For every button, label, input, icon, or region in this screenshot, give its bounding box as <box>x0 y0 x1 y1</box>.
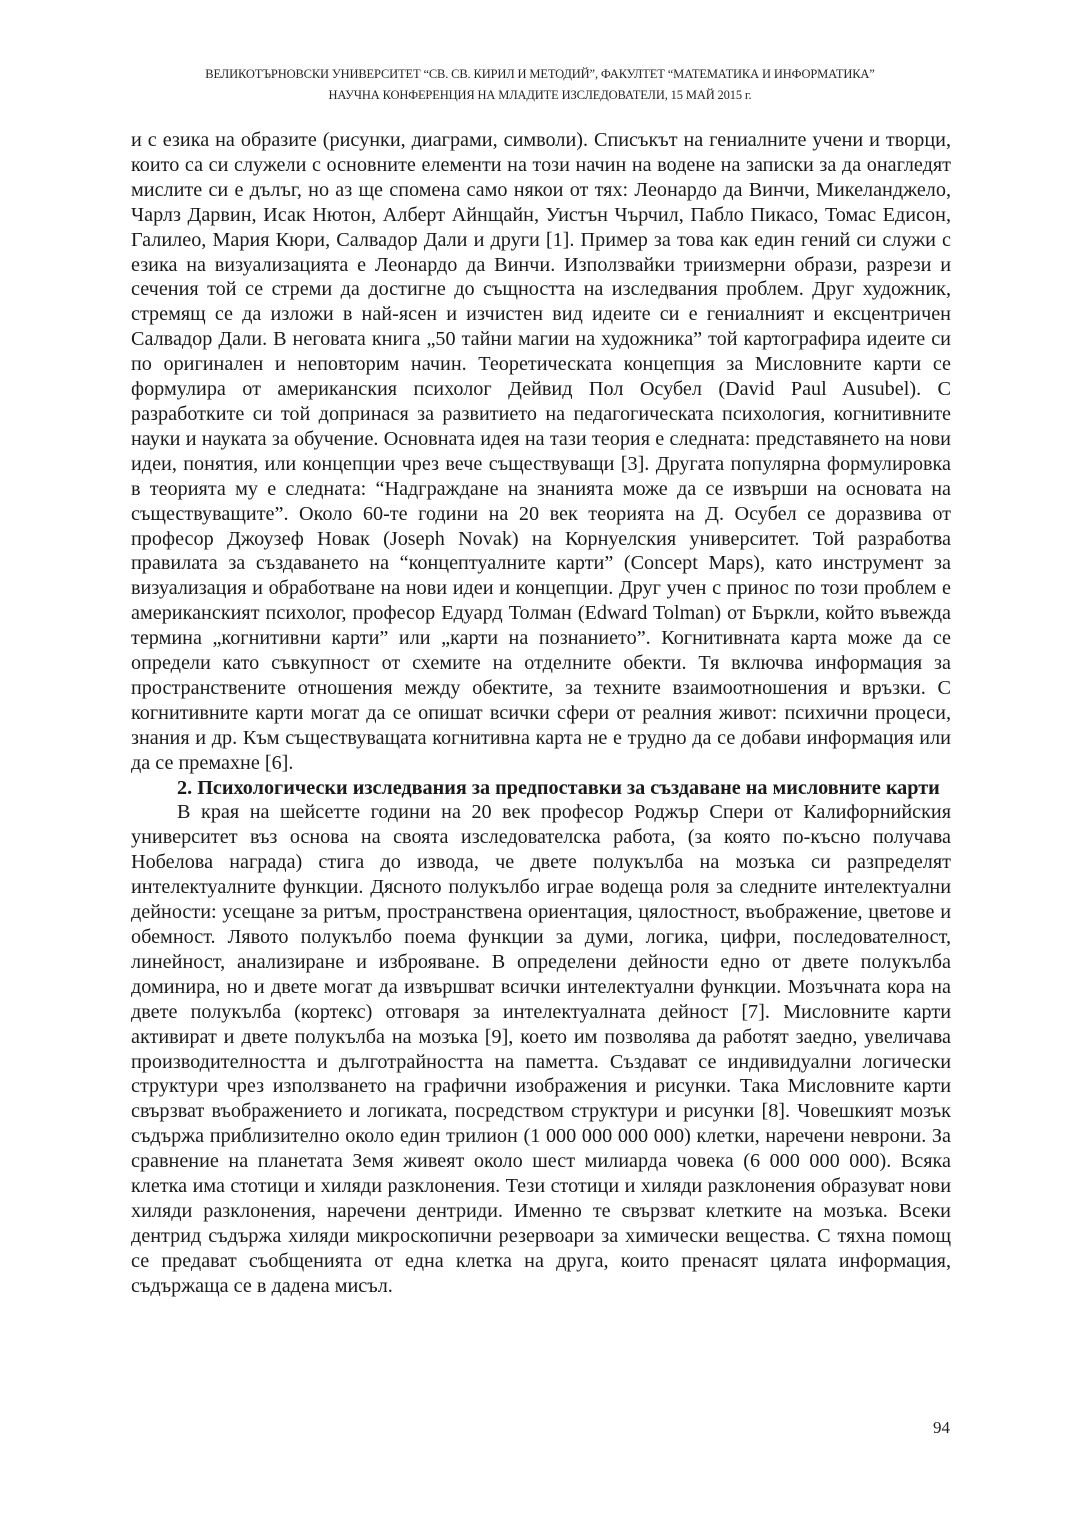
running-header <box>120 64 960 106</box>
body-text <box>131 128 951 1299</box>
paragraph-1: и с езика на образите (рисунки, диаграми, символи). Списъкът на гениалните учени и творци, които са си служели с основните елементи на този начин на водене на записки за да онагледят мислите си е дълъг, но аз ще спомена само някои от тях: Леонардо да Винчи, Микеланджело, Чарлз Дарвин, Исак Нютон, Алберт Айнщайн, Уистън Чърчил, Пабло Пикасо, Томас Едисон, Галилео, Мария Кюри, Салвадор Дали и други [1]. Пример за това как един гений си служи с езика на визуализацията е Леонардо да Винчи. Използвайки триизмерни образи, разрези и сечения той се стреми да достигне до същността на изследвания проблем. Друг художник, стремящ се да изложи в най-ясен и изчистен вид идеите си е гениалният и ексцентричен Салвадор Дали. В неговата книга „50 тайни магии на художника” той картографира идеите си по оригинален и неповторим начин. Теоретическата концепция за Мисловните карти се формулира от американския психолог Дейвид Пол Осубел (David Paul Ausubel). С разработките си той допринася за развитието на педагогическата психология, когнитивните науки и науката за обучение. Основната идея на тази теория е следната: представянето на нови идеи, понятия, или концепции чрез вече съществуващи [3]. Другата популярна формулировка в теорията му е следната: “Надграждане на знанията може да се извърши на основата на съществуващите”. Около 60-те години на 20 век теорията на Д. Осубел се доразвива от професор Джоузеф Новак (Joseph Novak) на Корнуелския университет. Той разработва правилата за създаването на “концептуалните карти” (Concept Maps), като инструмент за визуализация и обработване на нови идеи и концепции. Друг учен с принос по този проблем е американският психолог, професор Едуард Толман (Edward Tolman) от Бъркли, който въвежда термина „когнитивни карти” или „карти на познанието”. Когнитивната карта може да се определи като съвкупност от схемите на отделните обекти. Тя включва информация за пространствените отношения между обектите, за техните взаимоотношения и връзки. С когнитивните карти могат да се опишат всички сфери от реалния живот: психични процеси, знания и др. Към съществуващата когнитивна карта не е трудно да се добави информация или да се премахне [6]. <box>131 129 951 774</box>
section-2-heading: 2. Психологически изследвания за предпоставки за създаване на мисловните карти <box>177 776 940 799</box>
page-number: 94 <box>933 1418 950 1437</box>
paragraph-2: В края на шейсетте години на 20 век професор Роджър Спери от Калифорнийския университет въз основа на своята изследователска работа, (за която по-късно получава Нобелова награда) стига до извода, че двете полукълба на мозъка си разпределят интелектуалните функции. Дясното полукълбо играе водеща роля за следните интелектуални дейности: усещане за ритъм, пространствена ориентация, цялостност, въображение, цветове и обемност. Лявото полукълбо поема функции за думи, логика, цифри, последователност, линейност, анализиране и изброяване. В определени дейности едно от двете полукълба доминира, но и двете могат да извършват всички интелектуални функции. Мозъчната кора на двете полукълба (кортекс) отговаря за интелектуалната дейност [7]. Мисловните карти активират и двете полукълба на мозъка [9], което им позволява да работят заедно, увеличава производителността и дълготрайността на паметта. Създават се индивидуални логически структури чрез използването на графични изображения и рисунки. Така Мисловните карти свързват въображението и логиката, посредством структури и рисунки [8]. Човешкият мозък съдържа приблизително около един трилион (1 000 000 000 000) клетки, наречени неврони. За сравнение на планетата Земя живеят около шест милиарда човека (6 000 000 000). Всяка клетка има стотици и хиляди разклонения. Тези стотици и хиляди разклонения образуват нови хиляди разклонения, наречени дентриди. Именно те свързват клетките на мозъка. Всеки дентрид съдържа хиляди микроскопични резервоари за химически вещества. С тяхна помощ се предават съобщенията от една клетка на друга, които пренасят цялата информация, съдържаща се в дадена мисъл. <box>131 801 951 1297</box>
running-header-line-2: НАУЧНА КОНФЕРЕНЦИЯ НА МЛАДИТЕ ИЗСЛЕДОВАТЕЛИ, 15 МАЙ 2015 г. <box>328 88 752 102</box>
running-header-line-1: ВЕЛИКОТЪРНОВСКИ УНИВЕРСИТЕТ “СВ. СВ. КИРИЛ И МЕТОДИЙ”, ФАКУЛТЕТ “МАТЕМАТИКА И ИНФОРМАТИКА” <box>205 67 875 81</box>
